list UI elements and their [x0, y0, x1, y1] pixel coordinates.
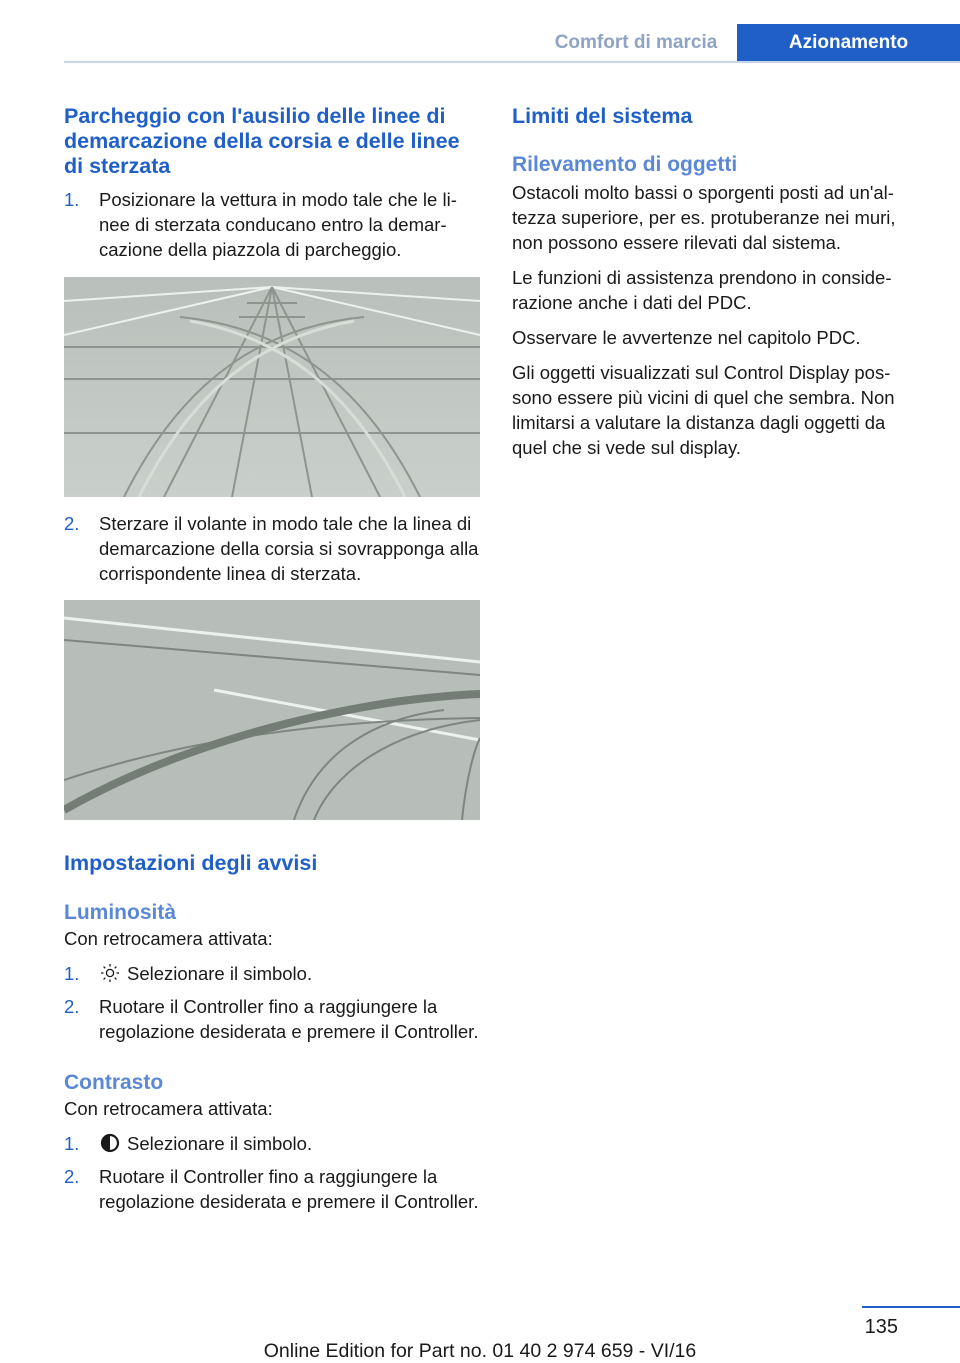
paragraph-2: Le funzioni di assistenza prendono in considerazione anche i dati del PDC.	[512, 267, 892, 313]
step-text: Selezionare il simbolo.	[127, 1133, 313, 1154]
step-number: 1.	[64, 963, 80, 984]
left-column-settings	[64, 851, 480, 1214]
right-column	[512, 104, 924, 460]
header-chapter-tab: Azionamento	[737, 24, 960, 62]
brightness-intro: Con retrocamera attivata:	[64, 928, 273, 949]
subheading-brightness: Luminosità	[64, 901, 177, 924]
step-number: 2.	[64, 1166, 80, 1187]
footer-rule	[862, 1306, 960, 1308]
subheading-contrast: Contrasto	[64, 1071, 164, 1094]
contrast-step-2	[64, 1164, 480, 1214]
heading-warning-settings: Impostazioni degli avvisi	[64, 851, 318, 875]
step-text: Posizionare la vettura in modo tale che le linee di sterzata conducano entro la demarcazione della piazzola di parcheggio.	[99, 189, 457, 260]
step-1	[64, 187, 480, 262]
header-section-tab: Comfort di marcia	[554, 32, 718, 53]
camera-image-guide-lines	[64, 277, 480, 497]
camera-image-steering-lines	[64, 600, 480, 820]
edition-line: Online Edition for Part no. 01 40 2 974 659 - VI/16	[263, 1340, 697, 1362]
step-text: Ruotare il Controller fino a raggiungere la regolazione desiderata e premere il Controller.	[99, 1166, 479, 1212]
step-number: 2.	[64, 996, 80, 1017]
heading-system-limits: Limiti del sistema	[512, 104, 693, 128]
step-text: Ruotare il Controller fino a raggiungere la regolazione desiderata e premere il Controller.	[99, 996, 479, 1042]
brightness-step-1	[64, 961, 480, 986]
step-text: Selezionare il simbolo.	[127, 963, 313, 984]
step-number: 2.	[64, 513, 80, 534]
brightness-step-2	[64, 994, 480, 1044]
step-number: 1.	[64, 1133, 80, 1154]
header-rule	[64, 61, 960, 63]
subheading-object-detection: Rilevamento di oggetti	[512, 153, 738, 176]
paragraph-4: Gli oggetti visualizzati sul Control Display possono essere più vicini di quel che sembra. Non limitarsi a valutare la distanza dagli oggetti da quel che si vede sul display.	[512, 362, 895, 458]
step-2	[64, 511, 480, 586]
contrast-step-1	[64, 1131, 480, 1156]
brightness-icon	[99, 963, 123, 983]
paragraph-3: Osservare le avvertenze nel capitolo PDC.	[512, 327, 861, 348]
left-column-top	[64, 104, 480, 262]
left-column-step2	[64, 511, 480, 586]
page-number: 135	[864, 1316, 898, 1338]
step-text: Sterzare il volante in modo tale che la linea di demarcazione della corsia si sovrapponga alla corrispondente linea di sterzata.	[99, 513, 479, 584]
step-number: 1.	[64, 189, 80, 210]
contrast-icon	[99, 1133, 123, 1153]
heading-parking-lines: Parcheggio con l'ausilio delle linee di demarcazione della corsia e delle linee di sterzata	[64, 104, 460, 178]
paragraph-1: Ostacoli molto bassi o sporgenti posti ad un'altezza superiore, per es. protuberanze nei muri, non possono essere rilevati dal sistema.	[512, 182, 896, 253]
contrast-intro: Con retrocamera attivata:	[64, 1098, 273, 1119]
